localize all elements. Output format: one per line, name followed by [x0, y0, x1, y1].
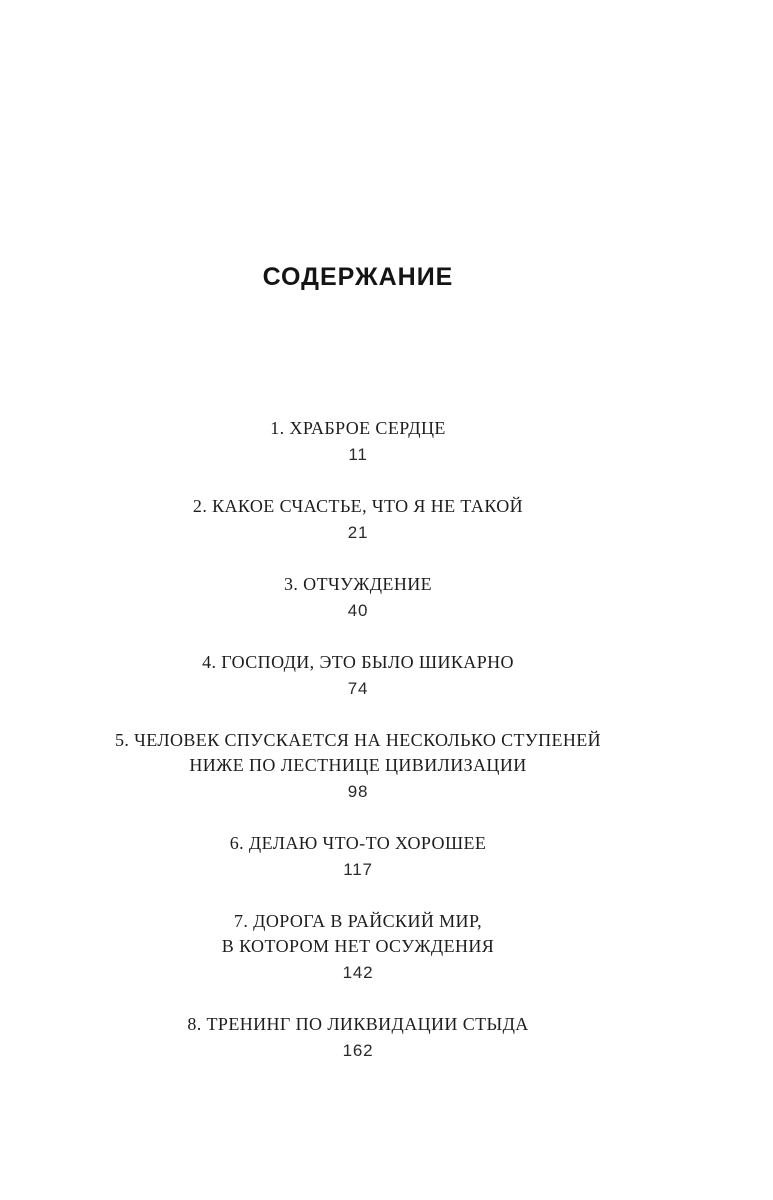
- toc-entry-page-number: 11: [348, 445, 368, 464]
- toc-entry-title: [0, 650, 716, 675]
- toc-entry-title-line: 6. ДЕЛАЮ ЧТО-ТО ХОРОШЕЕ: [229, 833, 487, 853]
- toc-entry-title-line: В КОТОРОМ НЕТ ОСУЖДЕНИЯ: [221, 936, 495, 956]
- toc-entry-page-number: 117: [343, 860, 373, 879]
- toc-entry: [0, 416, 716, 465]
- toc-entry-page-number: 142: [342, 963, 374, 982]
- toc-entry-title: [0, 572, 716, 597]
- toc-entry-title-line: 2. КАКОЕ СЧАСТЬЕ, ЧТО Я НЕ ТАКОЙ: [192, 496, 524, 516]
- toc-entry-page-number: 98: [347, 782, 369, 801]
- toc-entry-title: [0, 831, 716, 856]
- toc-entry-title-line: НИЖЕ ПО ЛЕСТНИЦЕ ЦИВИЛИЗАЦИИ: [189, 755, 527, 775]
- toc-entry-page-number: 74: [347, 679, 369, 698]
- toc-entry: [0, 728, 716, 802]
- toc-entry-title-line: 3. ОТЧУЖДЕНИЕ: [283, 574, 433, 594]
- toc-entry-page-number: 162: [342, 1041, 374, 1060]
- toc-entry: [0, 1012, 716, 1061]
- toc-entry-title: [0, 1012, 716, 1037]
- toc-title: СОДЕРЖАНИЕ: [262, 263, 454, 291]
- toc-entry-title: [0, 416, 716, 441]
- toc-entry: [0, 909, 716, 983]
- toc-entry: [0, 494, 716, 543]
- toc-entry-page-number: 40: [347, 601, 369, 620]
- toc-entry: [0, 831, 716, 880]
- toc-entry-title-line: 4. ГОСПОДИ, ЭТО БЫЛО ШИКАРНО: [202, 652, 514, 672]
- toc-entry-title-line: 8. ТРЕНИНГ ПО ЛИКВИДАЦИИ СТЫДА: [187, 1014, 529, 1034]
- toc-entry-title: [0, 909, 716, 959]
- toc-entries-list: [0, 416, 716, 1061]
- toc-entry-title-line: 1. ХРАБРОЕ СЕРДЦЕ: [270, 418, 446, 438]
- toc-entry-title-line: 7. ДОРОГА В РАЙСКИЙ МИР,: [233, 911, 483, 931]
- toc-entry: [0, 650, 716, 699]
- toc-entry: [0, 572, 716, 621]
- toc-entry-title-line: 5. ЧЕЛОВЕК СПУСКАЕТСЯ НА НЕСКОЛЬКО СТУПЕНЕЙ: [114, 730, 602, 750]
- toc-entry-title: [0, 494, 716, 519]
- toc-entry-page-number: 21: [347, 523, 369, 542]
- toc-entry-title: [0, 728, 716, 778]
